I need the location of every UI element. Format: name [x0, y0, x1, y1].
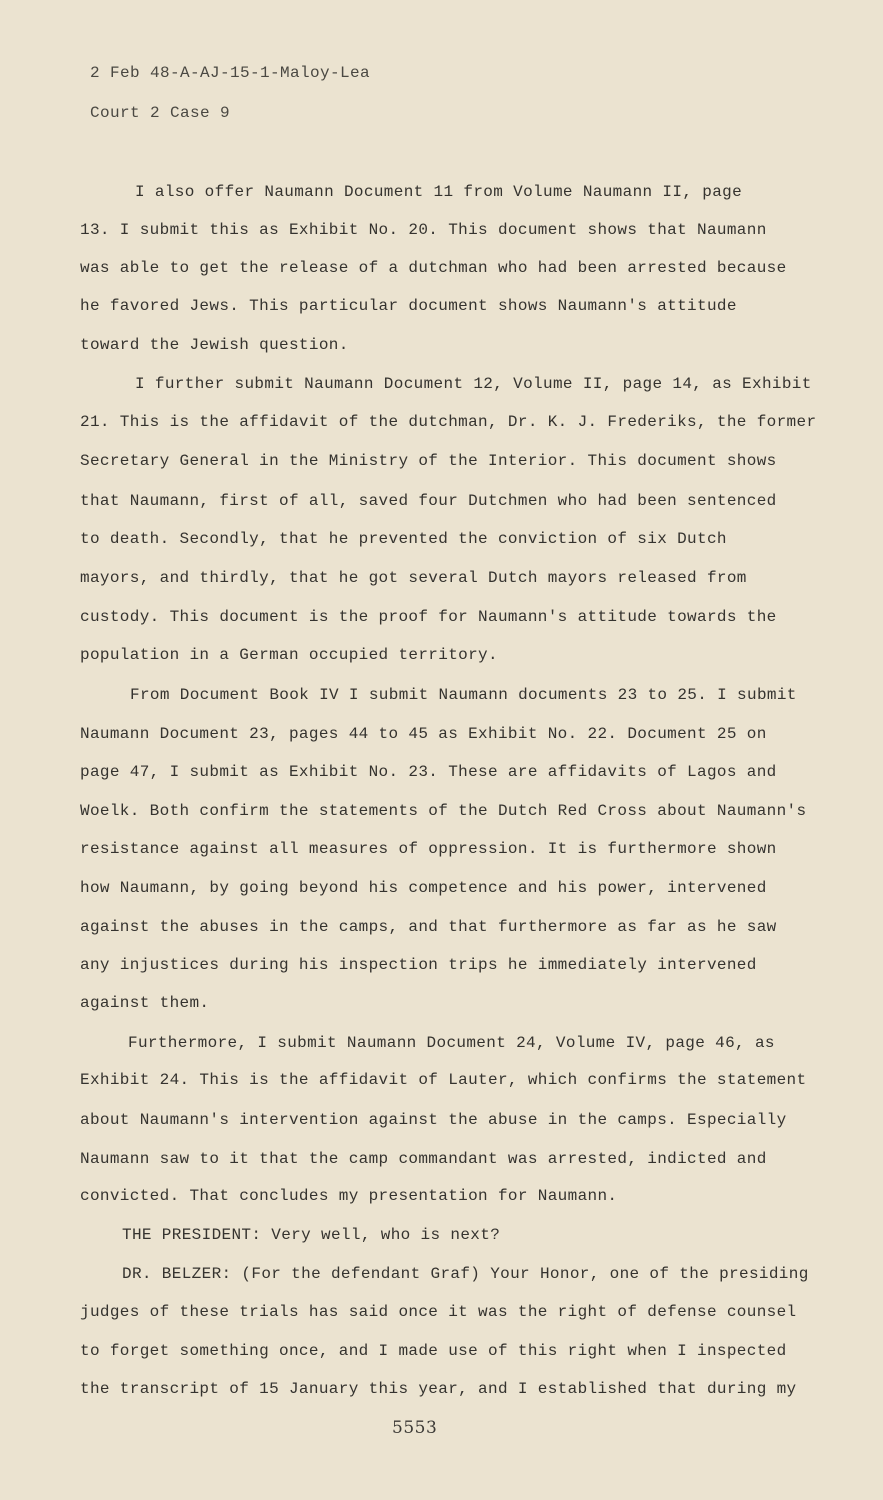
text-line: THE PRESIDENT: Very well, who is next?	[122, 1226, 501, 1244]
text-line: Secretary General in the Ministry of the Interior. This document shows	[80, 452, 777, 470]
text-line: against the abuses in the camps, and that furthermore as far as he saw	[80, 918, 777, 936]
page-number: 5553	[392, 1418, 438, 1438]
text-line: was able to get the release of a dutchman who had been arrested because	[80, 259, 787, 277]
text-line: Furthermore, I submit Naumann Document 24, Volume IV, page 46, as	[128, 1034, 775, 1052]
text-line: how Naumann, by going beyond his competence and his power, intervened	[80, 879, 767, 897]
text-line: convicted. That concludes my presentation for Naumann.	[80, 1187, 618, 1205]
text-line: about Naumann's intervention against the abuse in the camps. Especially	[80, 1111, 787, 1129]
text-line: population in a German occupied territory.	[80, 646, 498, 664]
text-line: against them.	[80, 994, 210, 1012]
text-line: page 47, I submit as Exhibit No. 23. These are affidavits of Lagos and	[80, 763, 777, 781]
text-line: to forget something once, and I made use of this right when I inspected	[80, 1342, 787, 1360]
text-line: From Document Book IV I submit Naumann documents 23 to 25. I submit	[130, 686, 797, 704]
text-line: the transcript of 15 January this year, and I established that during my	[80, 1380, 797, 1398]
header-reference: 2 Feb 48-A-AJ-15-1-Maloy-Lea	[90, 64, 371, 82]
text-line: Woelk. Both confirm the statements of the Dutch Red Cross about Naumann's	[80, 802, 807, 820]
text-line: 21. This is the affidavit of the dutchman, Dr. K. J. Frederiks, the former	[80, 413, 817, 431]
text-line: mayors, and thirdly, that he got several Dutch mayors released from	[80, 569, 747, 587]
text-line: custody. This document is the proof for Naumann's attitude towards the	[80, 608, 777, 626]
text-line: Naumann saw to it that the camp commandant was arrested, indicted and	[80, 1150, 767, 1168]
text-line: Exhibit 24. This is the affidavit of Lauter, which confirms the statement	[80, 1071, 807, 1089]
text-line: Naumann Document 23, pages 44 to 45 as Exhibit No. 22. Document 25 on	[80, 725, 767, 743]
text-line: judges of these trials has said once it was the right of defense counsel	[80, 1303, 797, 1321]
text-line: I further submit Naumann Document 12, Volume II, page 14, as Exhibit	[135, 375, 812, 393]
text-line: any injustices during his inspection trips he immediately intervened	[80, 956, 757, 974]
text-line: to death. Secondly, that he prevented the conviction of six Dutch	[80, 530, 727, 548]
text-line: that Naumann, first of all, saved four Dutchmen who had been sentenced	[80, 492, 777, 510]
text-line: DR. BELZER: (For the defendant Graf) Your Honor, one of the presiding	[122, 1265, 809, 1283]
header-court-case: Court 2 Case 9	[90, 104, 231, 122]
text-line: I also offer Naumann Document 11 from Volume Naumann II, page	[135, 183, 743, 201]
text-line: toward the Jewish question.	[80, 336, 349, 354]
text-line: 13. I submit this as Exhibit No. 20. This document shows that Naumann	[80, 221, 767, 239]
text-line: resistance against all measures of oppression. It is furthermore shown	[80, 840, 777, 858]
text-line: he favored Jews. This particular document shows Naumann's attitude	[80, 297, 737, 315]
